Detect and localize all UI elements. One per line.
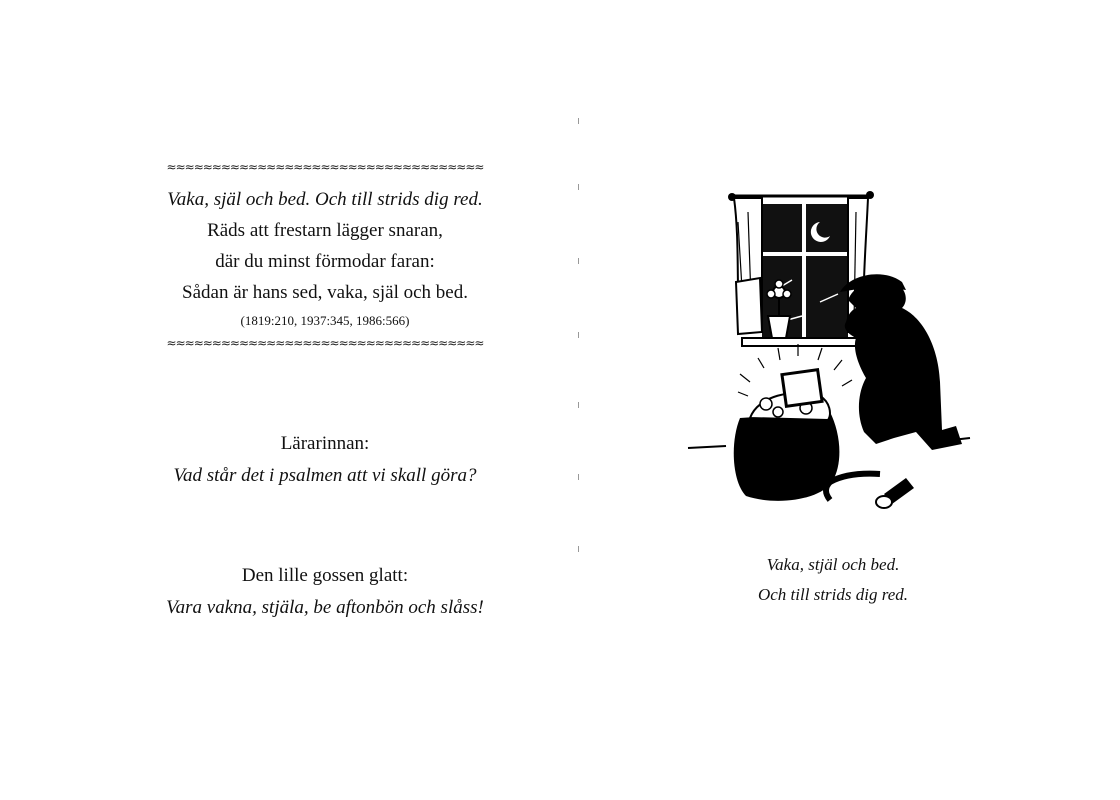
caption-line-1: Vaka, stjäl och bed. [766, 555, 900, 574]
boy-dialogue [0, 560, 650, 624]
verse-line-3: där du minst förmodar faran: [215, 251, 435, 272]
verse-line-2: Räds att frestarn lägger snaran, [207, 220, 443, 241]
hymn-verse [0, 184, 650, 332]
teacher-dialogue [0, 428, 650, 492]
ornament-bottom: ≈≈≈≈≈≈≈≈≈≈≈≈≈≈≈≈≈≈≈≈≈≈≈≈≈≈≈≈≈≈≈≈≈≈≈ [166, 336, 484, 350]
teacher-speaker: Lärarinnan: [280, 433, 370, 454]
praying-burglar-illustration [680, 182, 976, 524]
ornament-top: ≈≈≈≈≈≈≈≈≈≈≈≈≈≈≈≈≈≈≈≈≈≈≈≈≈≈≈≈≈≈≈≈≈≈≈ [166, 160, 484, 174]
verse-line-4: Sådan är hans sed, vaka, själ och bed. [182, 282, 468, 303]
hymn-references: (1819:210, 1937:345, 1986:566) [240, 313, 410, 328]
verse-line-1: Vaka, själ och bed. Och till strids dig red. [167, 189, 483, 210]
caption-line-2: Och till strids dig red. [757, 585, 908, 604]
teacher-question: Vad står det i psalmen att vi skall göra? [173, 465, 477, 486]
illustration-caption [720, 550, 946, 610]
boy-speaker: Den lille gossen glatt: [241, 565, 409, 586]
boy-answer: Vara vakna, stjäla, be aftonbön och slåss! [166, 597, 484, 618]
